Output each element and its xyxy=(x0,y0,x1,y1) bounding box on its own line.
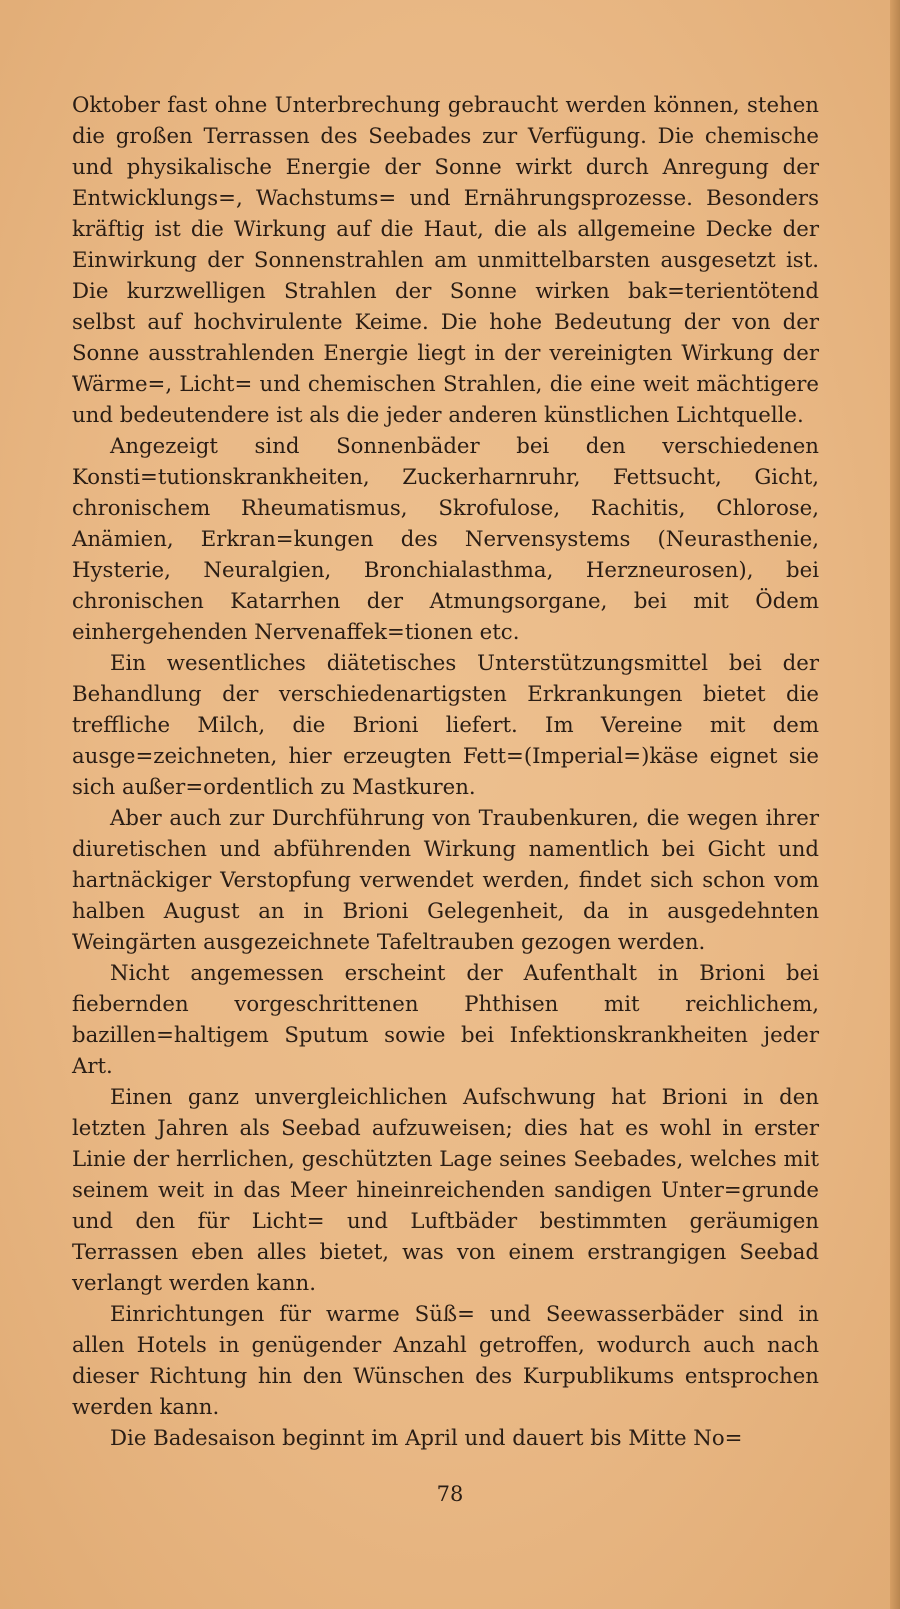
paragraph-2: Angezeigt sind Sonnenbäder bei den verschiedenen Konsti=tutionskrankheiten, Zuckerharnruhr, Fettsucht, Gicht, chronischem Rheumatismus, Skrofulose, Rachitis, Chlorose, Anämien, Erkran=kungen des Nervensystems (Neurasthenie, Hysterie, Neuralgien, Bronchialasthma, Herzneurosen), bei chronischen Katarrhen der Atmungsorgane, bei mit Ödem einhergehenden Nervenaffek=tionen etc. xyxy=(72,434,819,645)
paragraph-6: Einen ganz unvergleichlichen Aufschwung hat Brioni in den letzten Jahren als Seebad aufzuweisen; dies hat es wohl in erster Linie der herrlichen, geschützten Lage seines Seebades, welches mit seinem weit in das Meer hineinreichenden sandigen Unter=grunde und den für Licht= und Luftbäder bestimmten geräumigen Terrassen eben alles bietet, was von einem erstrangigen Seebad verlangt werden kann. xyxy=(72,1085,819,1296)
paragraph-4: Aber auch zur Durchführung von Traubenkuren, die wegen ihrer diuretischen und abführenden Wirkung namentlich bei Gicht und hartnäckiger Verstopfung verwendet werden, findet sich schon vom halben August an in Brioni Gelegenheit, da in ausgedehnten Weingärten ausgezeichnete Tafeltrauben gezogen werden. xyxy=(72,806,819,955)
paragraph-1: Oktober fast ohne Unterbrechung gebraucht werden können, stehen die großen Terrassen des Seebades zur Verfügung. Die chemische und physikalische Energie der Sonne wirkt durch Anregung der Entwicklungs=, Wachstums= und Ernährungsprozesse. Besonders kräftig ist die Wirkung auf die Haut, die als allgemeine Decke der Einwirkung der Sonnenstrahlen am unmittelbarsten ausgesetzt ist. Die kurzwelligen Strahlen der Sonne wirken bak=terientötend selbst auf hochvirulente Keime. Die hohe Bedeutung der von der Sonne ausstrahlenden Energie liegt in der vereinigten Wirkung der Wärme=, Licht= und chemischen Strahlen, die eine weit mächtigere und bedeutendere ist als die jeder anderen künstlichen Lichtquelle. xyxy=(72,93,819,428)
paragraph-5: Nicht angemessen erscheint der Aufenthalt in Brioni bei fiebernden vorgeschrittenen Phthisen mit reichlichem, bazillen=haltigem Sputum sowie bei Infektionskrankheiten jeder Art. xyxy=(72,961,819,1079)
page-number: 78 xyxy=(436,1482,464,1506)
paragraph-3: Ein wesentliches diätetisches Unterstützungsmittel bei der Behandlung der verschiedenartigsten Erkrankungen bietet die treffliche Milch, die Brioni liefert. Im Vereine mit dem ausge=zeichneten, hier erzeugten Fett=(Imperial=)käse eignet sie sich außer=ordentlich zu Mastkuren. xyxy=(72,651,819,800)
paragraph-8: Die Badesaison beginnt im April und dauert bis Mitte No= xyxy=(110,1426,743,1451)
body-text xyxy=(72,90,819,1454)
page-edge xyxy=(890,0,900,1609)
paragraph-7: Einrichtungen für warme Süß= und Seewasserbäder sind in allen Hotels in genügender Anzahl getroffen, wodurch auch nach dieser Richtung hin den Wünschen des Kurpublikums entsprochen werden kann. xyxy=(72,1302,819,1420)
